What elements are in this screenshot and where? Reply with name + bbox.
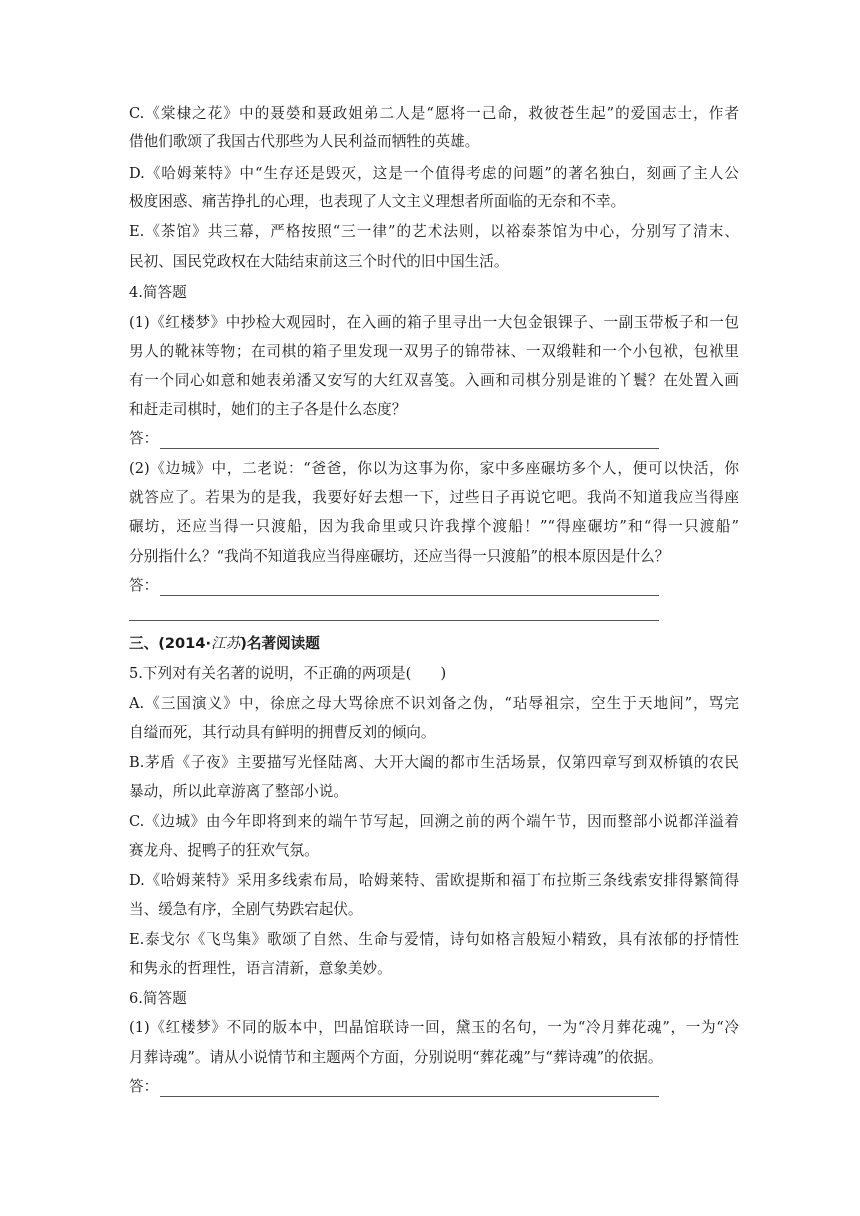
q3-option-e-line2: 民初、国民党政权在大陆结束前这三个时代的旧中国生活。 <box>129 253 509 270</box>
q3-option-e-line1: E.《茶馆》共三幕，严格按照“三一律”的艺术法则，以裕泰茶馆为中心，分别写了清末、 <box>129 223 739 240</box>
answer-label: 答： <box>129 1078 159 1095</box>
q4-heading: 4.简答题 <box>129 284 187 301</box>
q4-sub2-line3: 碾坊，还应当得一只渡船，因为我命里或只许我撑个渡船！”“得座碾坊”和“得一只渡船” <box>129 518 739 535</box>
section-heading <box>129 634 739 654</box>
q5-stem: 5.下列对有关名著的说明，不正确的两项是( ) <box>129 665 447 682</box>
q5-option-d-line1: D.《哈姆莱特》采用多线索布局，哈姆莱特、雷欧提斯和福丁布拉斯三条线索安排得繁简得 <box>129 872 739 889</box>
answer-label: 答： <box>129 430 159 447</box>
q6-sub1-answer-row[interactable] <box>129 1077 659 1097</box>
q5-option-d-line2: 当、缓急有序，全剧气势跌宕起伏。 <box>129 901 363 918</box>
q6-sub1-line2: 月葬诗魂”。请从小说情节和主题两个方面，分别说明“葬花魂”与“葬诗魂”的依据。 <box>129 1049 663 1066</box>
answer-blank-line-extra[interactable] <box>129 620 659 621</box>
q3-option-c-line2: 借他们歌颂了我国古代那些为人民利益而牺牲的英雄。 <box>129 133 480 150</box>
q5-option-a-line2: 自缢而死，其行动具有鲜明的拥曹反刘的倾向。 <box>129 724 436 741</box>
q3-option-c-line1: C.《棠棣之花》中的聂嫈和聂政姐弟二人是“愿将一己命，救彼苍生起”的爱国志士，作者 <box>129 105 739 122</box>
answer-blank-line[interactable] <box>160 1082 659 1097</box>
q5-option-c-line1: C.《边城》由今年即将到来的端午节写起，回溯之前的两个端午节，因而整部小说都洋溢着 <box>129 813 739 830</box>
q4-sub1-answer-row[interactable] <box>129 429 659 449</box>
q4-sub2-line2: 就答应了。若果为的是我，我要好好去想一下，过些日子再说它吧。我尚不知道我应当得座 <box>129 489 739 506</box>
answer-blank-line[interactable] <box>160 434 659 449</box>
q4-sub2-line4: 分别指什么？“我尚不知道我应当得座碾坊，还应当得一只渡船”的根本原因是什么？ <box>129 548 670 565</box>
q4-sub2-answer-row[interactable] <box>129 576 659 596</box>
q4-sub2-line1: (2)《边城》中，二老说：“爸爸，你以为这事为你，家中多座碾坊多个人，便可以快活，你 <box>129 460 739 477</box>
q5-option-e-line2: 和隽永的哲理性，语言清新，意象美妙。 <box>129 960 392 977</box>
section-heading-place: 江苏 <box>211 635 241 652</box>
q6-sub1-line1: (1)《红楼梦》不同的版本中，凹晶馆联诗一回，黛玉的名句，一为“冷月葬花魂”，一为“冷 <box>129 1019 739 1036</box>
q4-sub1-line1: (1)《红楼梦》中抄检大观园时，在入画的箱子里寻出一大包金银锞子、一副玉带板子和一包 <box>129 314 739 331</box>
section-heading-suffix: )名著阅读题 <box>240 635 320 652</box>
answer-label: 答： <box>129 577 159 594</box>
section-heading-prefix: 三、(2014· <box>129 635 212 652</box>
q3-option-d-line2: 极度困惑、痛苦挣扎的心理，也表现了人文主义理想者所面临的无奈和不幸。 <box>129 193 626 210</box>
q5-option-a-line1: A.《三国演义》中，徐庶之母大骂徐庶不识刘备之伪，“玷辱祖宗，空生于天地间”，骂完 <box>129 695 739 712</box>
q3-option-d-line1: D.《哈姆莱特》中“生存还是毁灭，这是一个值得考虑的问题”的著名独白，刻画了主人公 <box>129 165 739 182</box>
q5-option-b-line2: 暴动，所以此章游离了整部小说。 <box>129 783 348 800</box>
q4-sub1-line4: 和赶走司棋时，她们的主子各是什么态度？ <box>129 401 407 418</box>
q4-sub1-line3: 有一个同心如意和她表弟潘又安写的大红双喜笺。入画和司棋分别是谁的丫鬟？在处置入画 <box>129 372 739 389</box>
q5-option-b-line1: B.茅盾《子夜》主要描写光怪陆离、大开大阖的都市生活场景，仅第四章写到双桥镇的农民 <box>129 754 739 771</box>
q4-sub1-line2: 男人的靴袜等物；在司棋的箱子里发现一双男子的锦带袜、一双缎鞋和一个小包袱，包袱里 <box>129 343 739 360</box>
q6-heading: 6.简答题 <box>129 990 187 1007</box>
q5-option-e-line1: E.泰戈尔《飞鸟集》歌颂了自然、生命与爱情，诗句如格言般短小精致，具有浓郁的抒情性 <box>129 931 739 948</box>
answer-blank-line[interactable] <box>160 581 659 596</box>
q5-option-c-line2: 赛龙舟、捉鸭子的狂欢气氛。 <box>129 842 319 859</box>
